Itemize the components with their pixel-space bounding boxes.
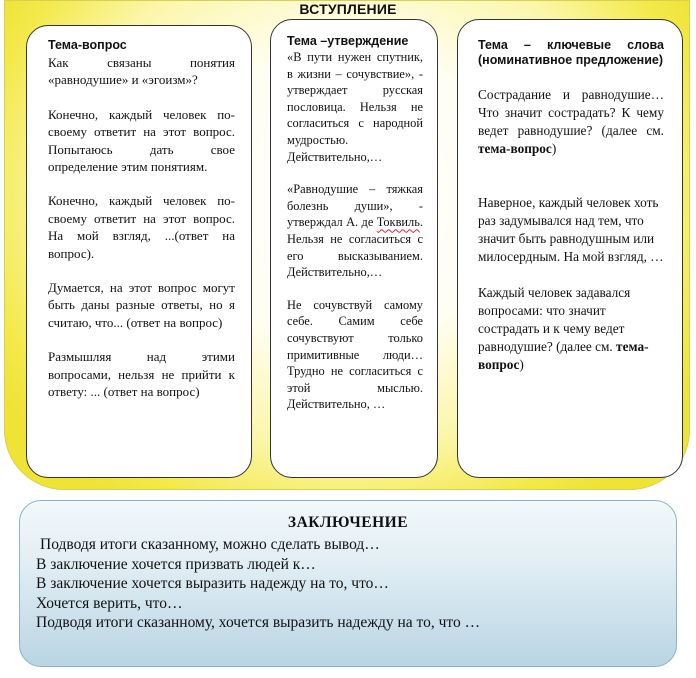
text-fragment: Каждый человек задавался вопросами: что значит сострадать и к чему ведет равнодушие? (далее см. (478, 285, 631, 354)
card-paragraph: Размышляя над этими вопросами, нельзя не прийти к ответу: ... (ответ на вопрос) (48, 349, 235, 400)
card-paragraph: Думается, на этот вопрос могут быть даны разные ответы, но я считаю, что... (ответ на вопрос) (48, 280, 235, 330)
card-keywords-topic (457, 19, 683, 478)
conclusion-line: В заключение хочется выразить надежду на то, что… (36, 575, 389, 592)
card-paragraph: Не сочувствуй самому себе. Самим себе сочувствуют только примитивные люди… Трудно не согласиться с этой мыслью. Действительно, … (287, 297, 423, 412)
text-fragment: Сострадание и равнодушие… Что значит сострадать? К чему ведет равнодушие? (далее см. (478, 87, 664, 138)
card-title: Тема-вопрос (48, 38, 127, 52)
text-fragment: . Нельзя не согласиться с его высказыванием. Действительно,… (287, 215, 423, 280)
card-statement-topic (270, 19, 438, 478)
conclusion-lines (36, 535, 480, 633)
conclusion-title: ЗАКЛЮЧЕНИЕ (287, 514, 409, 531)
card-paragraph: Как связаны понятия «равнодушие» и «эгоизм»? (48, 55, 235, 88)
card-paragraph: Конечно, каждый человек по-своему ответит на этот вопрос. На мой взгляд, ...(ответ на вопрос). (48, 193, 235, 261)
card-title: Тема –утверждение (287, 34, 409, 48)
text-fragment: ) (551, 141, 557, 156)
conclusion-line: Подводя итоги сказанному, хочется выразить надежду на то, что … (36, 614, 481, 631)
card-paragraph: «В пути нужен спутник, в жизни – сочувствие», - утверждает русская пословица. Нельзя не согласиться с народной мудростью. Действительно,… (287, 50, 423, 164)
card-paragraph (478, 284, 664, 374)
card-paragraph: Конечно, каждый человек по-своему ответит на этот вопрос. Попытаюсь дать свое определение этим понятиям. (48, 106, 235, 175)
card-paragraph (478, 86, 664, 158)
card-paragraph (287, 181, 423, 281)
conclusion-line: В заключение хочется призвать людей к… (36, 555, 316, 573)
reference-label: тема-вопрос (478, 141, 552, 156)
text-fragment: «Равнодушие – тяжкая болезнь души», - утверждал А. де (287, 182, 423, 230)
conclusion-line: Хочется верить, что… (36, 594, 183, 612)
intro-title: ВСТУПЛЕНИЕ (299, 1, 397, 17)
reference-label: тема-вопрос (478, 339, 649, 372)
card-paragraph: Наверное, каждый человек хоть раз задумывался над тем, что значит быть равнодушным или милосердным. На мой взгляд, … (478, 195, 664, 264)
card-question-topic (26, 25, 252, 478)
conclusion-line: Подводя итоги сказанному, можно сделать вывод… (40, 536, 380, 553)
author-name: Токвиль (376, 215, 420, 230)
text-fragment: ) (519, 357, 524, 372)
card-title: Тема – ключевые слова (номинативное предложение) (478, 38, 664, 67)
